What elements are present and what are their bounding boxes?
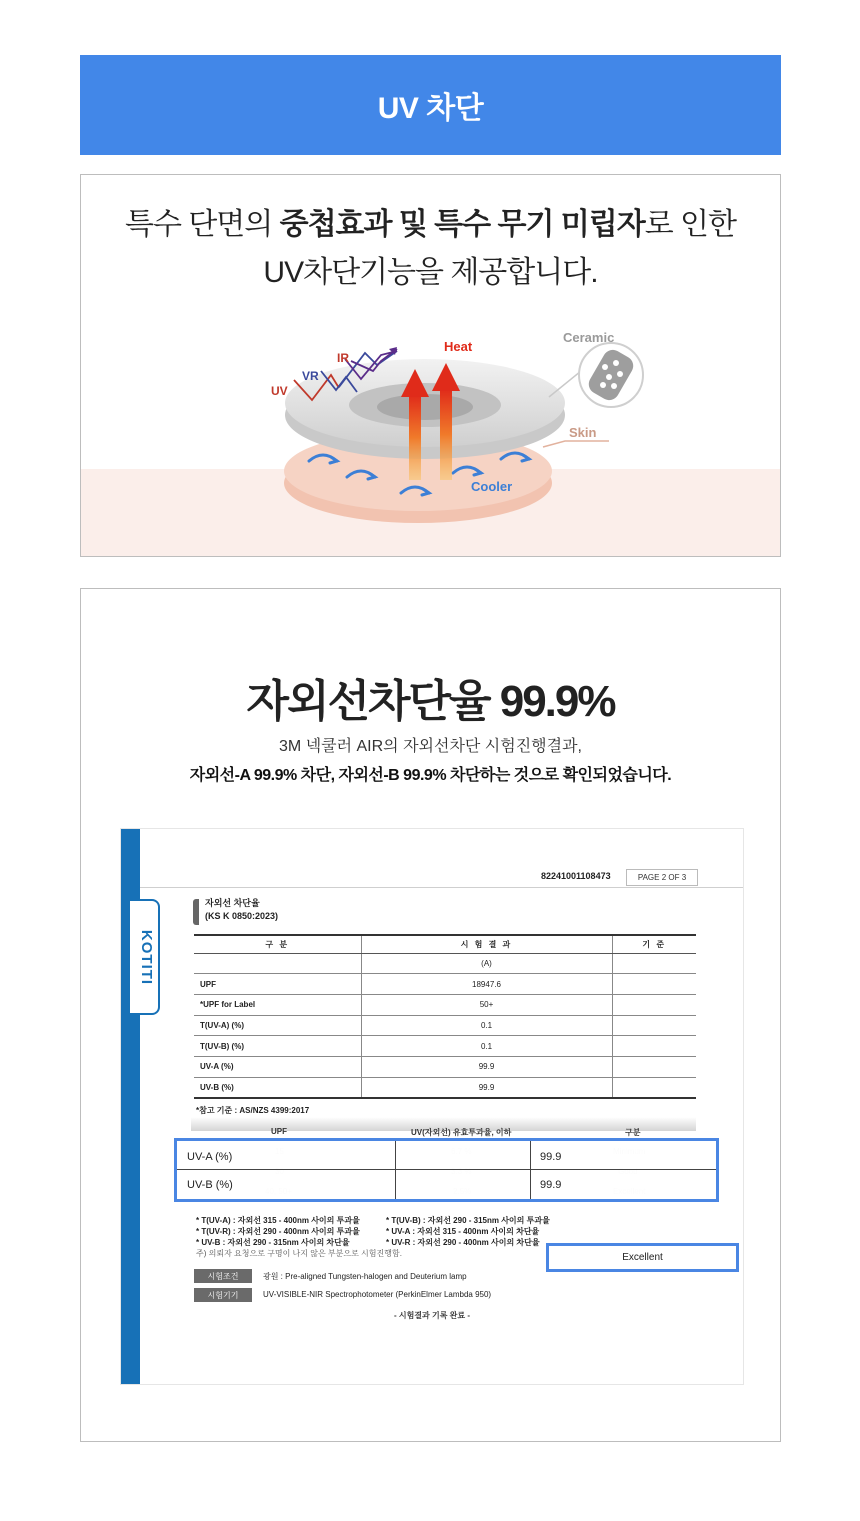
heat-label: Heat (444, 339, 473, 354)
kotiti-logo-text: KOTITI (138, 929, 156, 985)
report-reference: *참고 기준 : AS/NZS 4399:2017 (196, 1106, 310, 1115)
table-cell-value: 18947.6 (361, 974, 612, 995)
note-line: 주) 의뢰자 요청으로 구명이 나지 않은 부분으로 시험진행함. (196, 1249, 402, 1258)
skin-callout-line (543, 441, 609, 447)
column-header: 기 준 (612, 935, 696, 953)
skin-label: Skin (569, 425, 597, 440)
note-line: * UV-A : 자외선 315 - 400nm 사이의 차단율 (386, 1227, 540, 1236)
kotiti-logo (135, 917, 159, 997)
note-line: * T(UV-A) : 자외선 315 - 400nm 사이의 투과율 (196, 1216, 360, 1225)
highlight-label: UV-A (%) (187, 1151, 233, 1163)
table-cell-label: *UPF for Label (194, 994, 361, 1015)
upf-column-header: UV(자외선) 유효투과율, 이하 (411, 1128, 512, 1137)
intro-line-2: UV차단기능을 제공합니다. (263, 256, 598, 289)
heat-column (409, 395, 421, 480)
test-condition-text: 광원 : Pre-aligned Tungsten-halogen and Deuterium lamp (263, 1272, 467, 1281)
table-cell-label: T(UV-A) (%) (194, 1015, 361, 1036)
test-equipment-tag: 시험기기 (194, 1288, 252, 1302)
table-header-row (194, 935, 696, 953)
table-cell-value: 50+ (361, 994, 612, 1015)
intro-line-1-post: 로 인한 (644, 208, 736, 241)
uv-block-rate-title: 자외선차단율 99.9% (246, 677, 615, 726)
highlight-row-uva (177, 1143, 716, 1170)
table-cell-value: 0.1 (361, 1036, 612, 1057)
note-line: * T(UV-B) : 자외선 290 - 315nm 사이의 투과율 (386, 1216, 550, 1225)
report-result-table (194, 934, 696, 1099)
section-header-uv (80, 55, 781, 155)
test-description-line-2: 자외선-A 99.9% 차단, 자외선-B 99.9% 차단하는 것으로 확인되었습니다. (189, 767, 672, 784)
table-cell-value: 0.1 (361, 1015, 612, 1036)
upf-table-header (193, 1125, 701, 1139)
table-cell: (A) (361, 953, 612, 974)
highlight-value: 99.9 (540, 1151, 562, 1163)
upf-column-header: 구분 (625, 1128, 641, 1137)
table-row (194, 1056, 696, 1077)
test-equipment-text: UV-VISIBLE-NIR Spectrophotometer (PerkinElmer Lambda 950) (263, 1290, 492, 1299)
ceramic-label: Ceramic (563, 330, 615, 345)
table-row (194, 1077, 696, 1098)
test-result-panel (80, 588, 781, 1442)
table-cell-value: 99.9 (361, 1056, 612, 1077)
highlight-row-uvb (177, 1171, 716, 1198)
table-row (194, 953, 696, 974)
report-end-mark: - 시험결과 기록 완료 - (393, 1311, 471, 1320)
report-id: 82241001108473 (541, 871, 611, 881)
column-header: 시 험 결 과 (361, 935, 612, 953)
report-section-title (193, 897, 278, 923)
highlight-value: 99.9 (540, 1179, 562, 1191)
table-cell-label: UPF (194, 974, 361, 995)
cooler-label: Cooler (471, 479, 513, 494)
excellent-highlight: Excellent (546, 1243, 739, 1272)
ceramic-disc-center (377, 394, 473, 420)
upf-column-header: UPF (271, 1127, 287, 1136)
report-section-name: 자외선 차단율 (205, 898, 260, 908)
uv-result-highlight (174, 1138, 719, 1202)
test-report-image (120, 828, 744, 1385)
ir-label: IR (337, 351, 349, 365)
intro-line-1-pre: 특수 단면의 (125, 208, 280, 241)
report-top-divider (140, 887, 744, 888)
table-row (194, 1015, 696, 1036)
note-line: * UV-R : 자외선 290 - 400nm 사이의 차단율 (386, 1238, 540, 1247)
test-condition-tag: 시험조건 (194, 1269, 252, 1283)
report-section-standard: (KS K 0850:2023) (205, 911, 279, 921)
intro-line-1-bold: 중첩효과 및 특수 무기 미립자 (279, 208, 645, 241)
note-line: * T(UV-R) : 자외선 290 - 400nm 사이의 투과율 (196, 1227, 360, 1236)
table-row (194, 974, 696, 995)
table-row (194, 1036, 696, 1057)
uv-intro-panel (80, 174, 781, 557)
uv-label: UV (271, 384, 288, 398)
table-cell-label: T(UV-B) (%) (194, 1036, 361, 1057)
vr-label: VR (302, 369, 319, 383)
highlight-label: UV-B (%) (187, 1179, 233, 1191)
column-header: 구 분 (194, 935, 361, 953)
report-page-number: PAGE 2 OF 3 (626, 869, 698, 886)
section-header-title: UV 차단 (377, 92, 484, 125)
note-line: * UV-B : 자외선 290 - 315nm 사이의 차단율 (196, 1238, 350, 1247)
table-cell-label: UV-A (%) (194, 1056, 361, 1077)
uv-cooling-diagram (81, 175, 781, 557)
table-row (194, 994, 696, 1015)
heat-column (440, 389, 452, 480)
table-cell-value: 99.9 (361, 1077, 612, 1098)
test-description-line-1: 3M 넥쿨러 AIR의 자외선차단 시험진행결과, (279, 738, 582, 755)
table-cell-label: UV-B (%) (194, 1077, 361, 1098)
